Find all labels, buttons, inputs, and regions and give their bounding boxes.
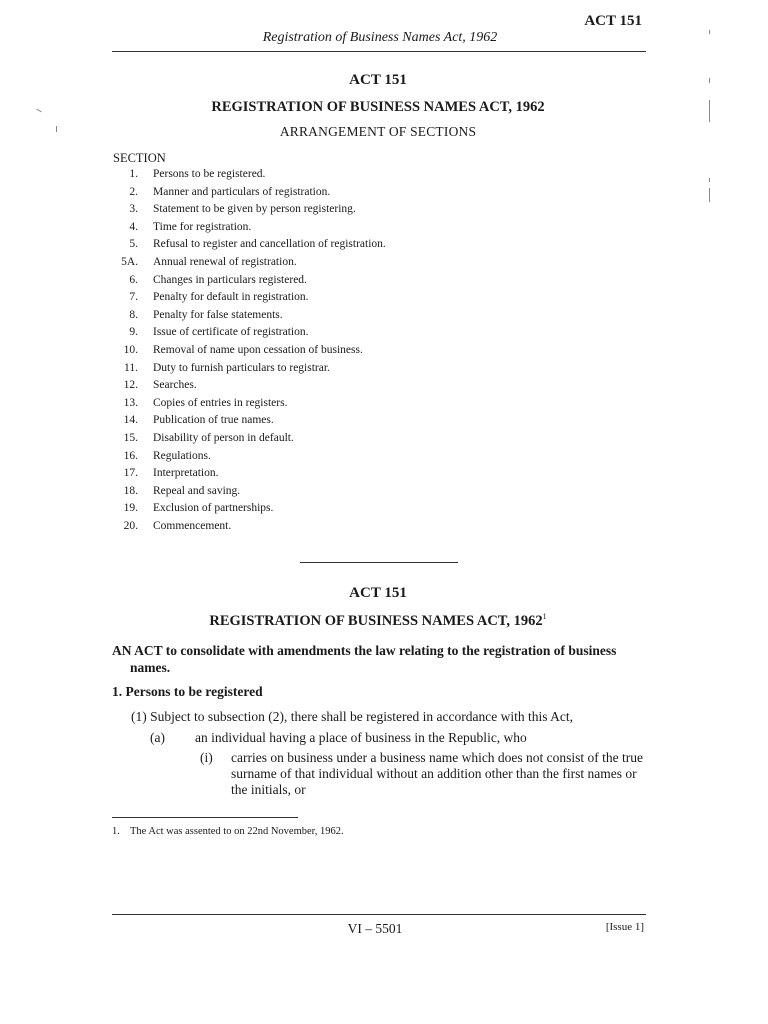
sections-list bbox=[112, 168, 386, 537]
page-number: VI – 5501 bbox=[347, 921, 403, 936]
section-title: Commencement. bbox=[153, 519, 232, 532]
section-number: 2. bbox=[129, 185, 138, 198]
section-title: Duty to furnish particulars to registrar. bbox=[153, 361, 330, 374]
scan-mark bbox=[56, 126, 57, 132]
section-list-item bbox=[112, 203, 386, 221]
section-number: 14. bbox=[123, 414, 138, 427]
section-number: 7. bbox=[129, 291, 138, 304]
section-number: 5A. bbox=[121, 255, 138, 268]
section-title: Searches. bbox=[153, 379, 197, 392]
section-list-item bbox=[112, 485, 386, 503]
arrangement-subtitle: ARRANGEMENT OF SECTIONS bbox=[279, 124, 477, 139]
scan-mark bbox=[709, 178, 710, 182]
section-title: Persons to be registered. bbox=[153, 168, 266, 180]
section-title: Manner and particulars of registration. bbox=[153, 185, 331, 198]
section-list-item bbox=[112, 502, 386, 520]
section-number: 10. bbox=[123, 343, 138, 356]
section-title: Refusal to register and cancellation of registration. bbox=[153, 238, 386, 251]
footnote-text: The Act was assented to on 22nd November, 1962. bbox=[130, 826, 344, 837]
section-1-heading: 1. Persons to be registered bbox=[112, 684, 263, 699]
act-name-body bbox=[110, 612, 646, 630]
running-title: Registration of Business Names Act, 1962 bbox=[262, 30, 498, 45]
footnote-number: 1. bbox=[112, 826, 120, 837]
section-list-item bbox=[112, 450, 386, 468]
footnote bbox=[112, 826, 344, 837]
act-heading: ACT 151 bbox=[349, 72, 407, 88]
section-list-item bbox=[112, 397, 386, 415]
section-number: 9. bbox=[129, 326, 138, 339]
section-label: SECTION bbox=[113, 151, 166, 165]
section-list-item bbox=[112, 274, 386, 292]
section-number: 15. bbox=[123, 431, 138, 444]
subparagraph-i-text: carries on business under a business name which does not consist of the true surname of that individual without an addition other than the first names or the initials, or bbox=[231, 750, 644, 797]
section-title: Exclusion of partnerships. bbox=[153, 502, 274, 515]
issue-label: [Issue 1] bbox=[605, 921, 644, 933]
header-rule bbox=[112, 51, 646, 52]
section-list-item bbox=[112, 309, 386, 327]
section-title: Removal of name upon cessation of business. bbox=[153, 343, 363, 356]
section-number: 13. bbox=[123, 396, 138, 409]
section-list-item bbox=[112, 520, 386, 538]
section-title: Regulations. bbox=[153, 449, 211, 462]
section-title: Interpretation. bbox=[153, 467, 219, 480]
section-number: 6. bbox=[129, 273, 138, 286]
section-list-item bbox=[112, 238, 386, 256]
act-name-body-text: REGISTRATION OF BUSINESS NAMES ACT, 1962 bbox=[209, 612, 543, 629]
section-list-item bbox=[112, 344, 386, 362]
section-title: Penalty for false statements. bbox=[153, 308, 283, 321]
preamble: AN ACT to consolidate with amendments the law relating to the registration of business names. bbox=[112, 643, 617, 675]
section-number: 20. bbox=[123, 519, 138, 532]
section-list-item bbox=[112, 221, 386, 239]
section-title: Statement to be given by person registering. bbox=[153, 203, 356, 216]
section-title: Publication of true names. bbox=[153, 414, 274, 427]
section-title: Copies of entries in registers. bbox=[153, 396, 288, 409]
section-title: Time for registration. bbox=[153, 220, 252, 233]
section-number: 4. bbox=[129, 220, 138, 233]
section-title: Disability of person in default. bbox=[153, 431, 294, 444]
section-number: 18. bbox=[123, 484, 138, 497]
section-title: Repeal and saving. bbox=[153, 484, 241, 497]
section-list-item bbox=[112, 186, 386, 204]
section-list-item bbox=[112, 362, 386, 380]
section-divider bbox=[300, 562, 458, 563]
footnote-ref: 1 bbox=[542, 612, 547, 621]
act-name: REGISTRATION OF BUSINESS NAMES ACT, 1962 bbox=[211, 99, 545, 115]
section-list-item bbox=[112, 256, 386, 274]
paragraph-a-text: an individual having a place of business in the Republic, who bbox=[195, 730, 527, 745]
footer-rule bbox=[112, 914, 646, 915]
act-heading-body: ACT 151 bbox=[349, 585, 407, 601]
section-title: Issue of certificate of registration. bbox=[153, 326, 309, 339]
section-number: 11. bbox=[124, 361, 138, 374]
subparagraph-i-mark: (i) bbox=[200, 750, 213, 765]
scan-mark bbox=[709, 188, 710, 202]
section-list-item bbox=[112, 326, 386, 344]
section-list-item bbox=[112, 414, 386, 432]
footnote-rule bbox=[112, 817, 298, 818]
paragraph-a-mark: (a) bbox=[150, 730, 165, 745]
section-title: Penalty for default in registration. bbox=[153, 291, 309, 304]
section-number: 8. bbox=[129, 308, 138, 321]
section-list-item bbox=[112, 467, 386, 485]
section-number: 5. bbox=[129, 238, 138, 251]
section-number: 12. bbox=[123, 379, 138, 392]
section-number: 19. bbox=[123, 502, 138, 515]
section-list-item bbox=[112, 168, 386, 186]
scan-mark bbox=[709, 30, 710, 34]
scan-mark bbox=[36, 109, 42, 113]
section-number: 1. bbox=[129, 168, 138, 180]
subsection-1: (1) Subject to subsection (2), there shall be registered in accordance with this Act, bbox=[131, 709, 573, 724]
section-number: 16. bbox=[123, 449, 138, 462]
section-number: 17. bbox=[123, 467, 138, 480]
section-list-item bbox=[112, 291, 386, 309]
section-list-item bbox=[112, 379, 386, 397]
section-title: Changes in particulars registered. bbox=[153, 273, 307, 286]
scan-mark bbox=[709, 100, 710, 122]
section-list-item bbox=[112, 432, 386, 450]
header-act-number: ACT 151 bbox=[584, 13, 642, 29]
scan-mark bbox=[709, 78, 710, 83]
section-number: 3. bbox=[129, 203, 138, 216]
section-title: Annual renewal of registration. bbox=[153, 255, 297, 268]
